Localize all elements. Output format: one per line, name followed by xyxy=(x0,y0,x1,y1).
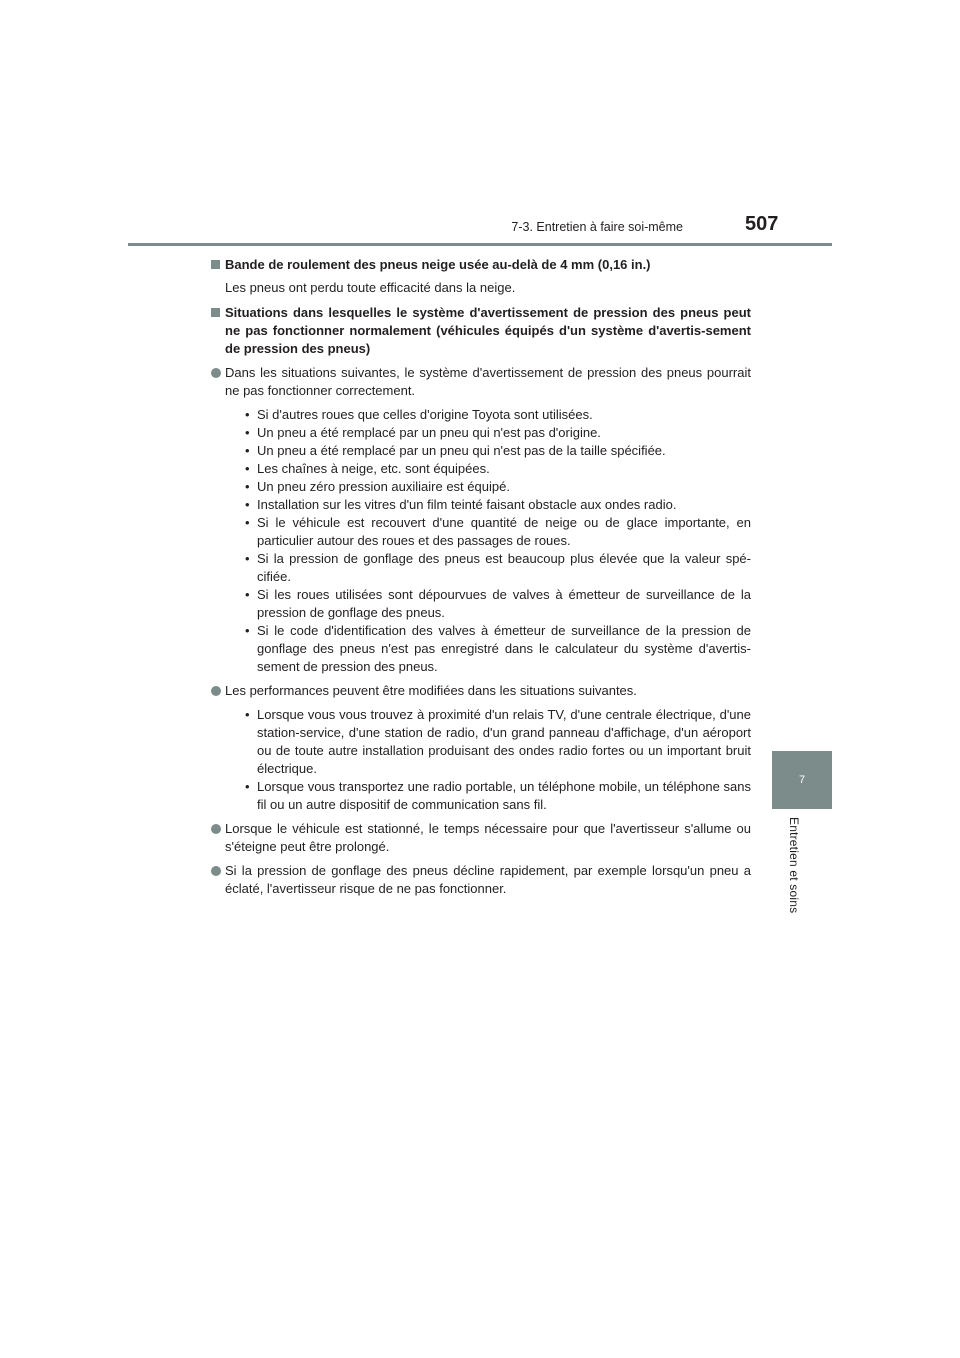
list-item: • Si la pression de gonflage des pneus est beaucoup plus élevée que la valeur spé-cifiée. xyxy=(225,550,751,586)
round-bullet-icon xyxy=(211,824,221,834)
sub-list xyxy=(225,706,751,814)
page-number: 507 xyxy=(745,213,779,235)
bullet-item xyxy=(211,364,751,676)
header-divider xyxy=(128,243,832,246)
list-item: • Lorsque vous vous trouvez à proximité d'un relais TV, d'une centrale électrique, d'une station-service, d'une station de radio, d'un grand panneau d'affichage, d'un aéroport ou de toute autre installation produisant des ondes radio fortes ou un important bruit électrique. xyxy=(225,706,751,778)
bullet-text: Lorsque le véhicule est stationné, le temps nécessaire pour que l'avertisseur s'allume ou s'éteigne peut être prolongé. xyxy=(225,821,751,854)
section-heading xyxy=(211,256,751,274)
square-bullet-icon xyxy=(211,260,220,269)
section-heading-text: Situations dans lesquelles le système d'avertissement de pression des pneus peut ne pas fonctionner normalement (véhicules équipés d'un système d'avertis-sement de pression des pneus) xyxy=(225,305,751,356)
bullet-item xyxy=(211,682,751,814)
list-item: • Les chaînes à neige, etc. sont équipées. xyxy=(225,460,751,478)
list-item: • Lorsque vous transportez une radio portable, un téléphone mobile, un téléphone sans fil ou un autre dispositif de communication sans fil. xyxy=(225,778,751,814)
list-item: • Si d'autres roues que celles d'origine Toyota sont utilisées. xyxy=(225,406,751,424)
list-item: • Installation sur les vitres d'un film teinté faisant obstacle aux ondes radio. xyxy=(225,496,751,514)
chapter-number: 7 xyxy=(798,774,806,786)
list-item: • Si les roues utilisées sont dépourvues de valves à émetteur de surveillance de la pression de gonflage des pneus. xyxy=(225,586,751,622)
section-heading xyxy=(211,304,751,358)
bullet-item xyxy=(211,862,751,898)
list-item: • Un pneu a été remplacé par un pneu qui n'est pas d'origine. xyxy=(225,424,751,442)
round-bullet-icon xyxy=(211,866,221,876)
list-item: • Un pneu zéro pression auxiliaire est équipé. xyxy=(225,478,751,496)
bullet-text: Les performances peuvent être modifiées dans les situations suivantes. xyxy=(225,683,637,698)
sub-list xyxy=(225,406,751,676)
list-item: • Si le véhicule est recouvert d'une quantité de neige ou de glace importante, en particulier autour des roues et des passages de roues. xyxy=(225,514,751,550)
round-bullet-icon xyxy=(211,368,221,378)
bullet-item xyxy=(211,820,751,856)
page-content xyxy=(211,256,751,898)
chapter-side-label: Entretien et soins xyxy=(787,817,801,914)
round-bullet-icon xyxy=(211,686,221,696)
section-heading-text: Bande de roulement des pneus neige usée au-delà de 4 mm (0,16 in.) xyxy=(225,257,651,272)
bullet-text: Si la pression de gonflage des pneus décline rapidement, par exemple lorsqu'un pneu a éclaté, l'avertisseur risque de ne pas fonctionner. xyxy=(225,863,751,896)
section-body: Les pneus ont perdu toute efficacité dans la neige. xyxy=(225,280,516,295)
chapter-tab xyxy=(772,751,832,809)
list-item: • Un pneu a été remplacé par un pneu qui n'est pas de la taille spécifiée. xyxy=(225,442,751,460)
bullet-text: Dans les situations suivantes, le système d'avertissement de pression des pneus pourrait ne pas fonctionner correctement. xyxy=(225,365,751,398)
square-bullet-icon xyxy=(211,308,220,317)
list-item: • Si le code d'identification des valves à émetteur de surveillance de la pression de gonflage des pneus n'est pas enregistré dans le calculateur du système d'avertis-sement de pression des pneus. xyxy=(225,622,751,676)
section-title: 7-3. Entretien à faire soi-même xyxy=(511,220,683,234)
